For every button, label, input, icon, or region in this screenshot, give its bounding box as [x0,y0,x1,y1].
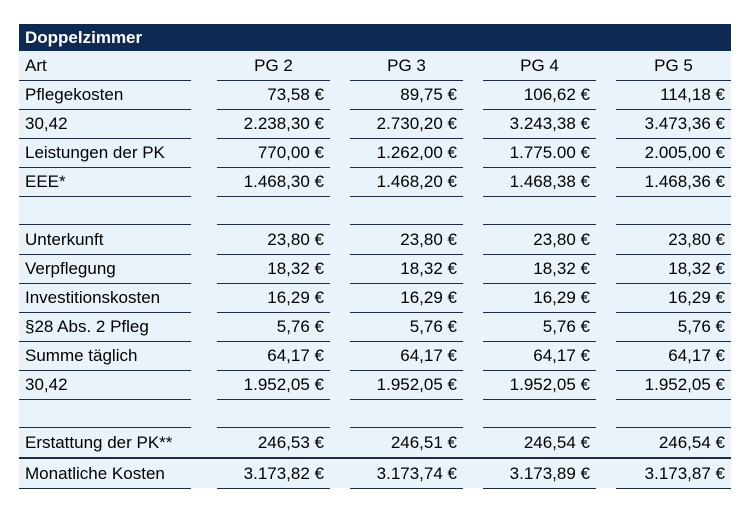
header-col-pg2: PG 2 [217,51,330,81]
row-label [19,399,191,428]
row-value: 3.173,82 € [217,459,330,489]
row-value: 2.005,00 € [616,138,731,168]
table-row [19,167,731,196]
total-row [19,457,731,488]
header-row [19,51,731,80]
row-value: 106,62 € [483,80,596,110]
row-value: 89,75 € [350,80,463,110]
row-value: 16,29 € [350,283,463,313]
row-label: Investitionskosten [19,283,191,313]
row-label: Leistungen der PK [19,138,191,168]
row-value: 5,76 € [217,312,330,342]
row-value: 1.952,05 € [483,370,596,400]
row-value: 114,18 € [616,80,731,110]
table-row [19,254,731,283]
row-value [483,196,596,225]
row-value [616,196,731,225]
row-value [217,196,330,225]
table-row [19,283,731,312]
row-label: Erstattung der PK** [19,428,191,458]
row-value: 1.468,38 € [483,167,596,197]
row-value: 64,17 € [350,341,463,371]
table-row [19,80,731,109]
row-value: 3.173,89 € [483,459,596,489]
table-row [19,341,731,370]
row-value: 23,80 € [483,225,596,255]
row-value: 23,80 € [350,225,463,255]
header-col-pg3: PG 3 [350,51,463,81]
table-row [19,138,731,167]
row-value: 246,54 € [483,428,596,458]
row-value: 18,32 € [350,254,463,284]
table-row [19,428,731,457]
row-value: 1.262,00 € [350,138,463,168]
table-row [19,370,731,399]
row-value [350,399,463,428]
spacer-row [19,196,731,225]
row-value: 1.468,30 € [217,167,330,197]
row-value: 1.468,20 € [350,167,463,197]
row-value: 5,76 € [483,312,596,342]
row-value: 770,00 € [217,138,330,168]
row-value: 1.952,05 € [350,370,463,400]
row-value: 2.730,20 € [350,109,463,139]
row-value: 3.243,38 € [483,109,596,139]
row-label: 30,42 [19,109,191,139]
row-value: 246,51 € [350,428,463,458]
row-value: 2.238,30 € [217,109,330,139]
row-label: Unterkunft [19,225,191,255]
row-label [19,196,191,225]
row-value: 3.173,74 € [350,459,463,489]
row-label: EEE* [19,167,191,197]
row-value: 64,17 € [616,341,731,371]
cost-table [19,24,731,488]
row-value: 1.952,05 € [217,370,330,400]
row-value: 16,29 € [217,283,330,313]
row-label: 30,42 [19,370,191,400]
header-col-pg5: PG 5 [616,51,731,81]
row-value: 18,32 € [483,254,596,284]
header-label: Art [19,51,191,81]
row-value: 5,76 € [350,312,463,342]
row-value: 18,32 € [217,254,330,284]
row-value: 64,17 € [483,341,596,371]
row-value [616,399,731,428]
row-label: §28 Abs. 2 Pfleg [19,312,191,342]
row-value: 1.468,36 € [616,167,731,197]
row-value: 64,17 € [217,341,330,371]
table-row [19,109,731,138]
row-value: 16,29 € [483,283,596,313]
row-value: 3.473,36 € [616,109,731,139]
row-label: Verpflegung [19,254,191,284]
row-value [217,399,330,428]
row-value: 246,53 € [217,428,330,458]
row-value: 16,29 € [616,283,731,313]
table-row [19,225,731,254]
spacer-row [19,399,731,428]
row-value [350,196,463,225]
row-label: Pflegekosten [19,80,191,110]
row-value: 5,76 € [616,312,731,342]
row-value: 3.173,87 € [616,459,731,489]
row-value: 1.952,05 € [616,370,731,400]
header-col-pg4: PG 4 [483,51,596,81]
row-value: 23,80 € [616,225,731,255]
row-value: 1.775.00 € [483,138,596,168]
row-value: 23,80 € [217,225,330,255]
row-label: Monatliche Kosten [19,459,191,489]
row-value: 18,32 € [616,254,731,284]
table-row [19,312,731,341]
row-value: 246,54 € [616,428,731,458]
table-title: Doppelzimmer [19,24,731,51]
row-value: 73,58 € [217,80,330,110]
row-value [483,399,596,428]
row-label: Summe täglich [19,341,191,371]
